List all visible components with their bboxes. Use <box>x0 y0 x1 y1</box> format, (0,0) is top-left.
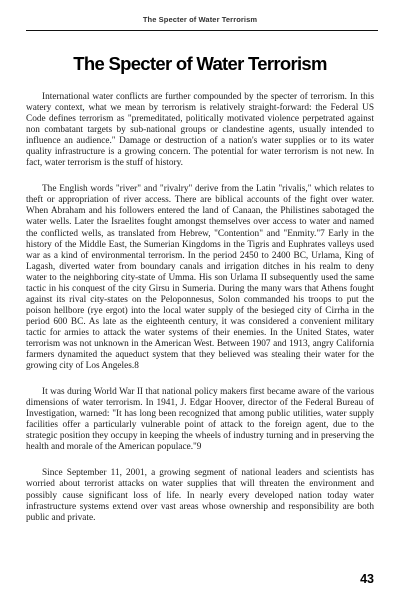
body-text <box>26 92 374 539</box>
paragraph-3: It was during World War II that national policy makers first became aware of the various dimensions of water terrorism. In 1941, J. Edgar Hoover, director of the Federal Bureau of Investigation, warned: "It has long been recognized that among public utilities, water supply facilities offer a particularly vulnerable point of attack to the foreign agent, due to the strategic position they occupy in keeping the wheels of industry turning and in preserving the health and morale of the American populace."9 <box>26 387 374 453</box>
header-rule <box>26 30 378 31</box>
page-number: 43 <box>360 572 374 586</box>
paragraph-2: The English words "river" and "rivalry" derive from the Latin "rivalis," which relates to theft or appropriation of river access. There are biblical accounts of the fight over water. When Abraham and his followers entered the land of Canaan, the Philistines sabotaged the water wells. Later the Israelites fought amongst themselves over access to water and named the conflicted wells, as translated from Hebrew, "Contention" and "Enmity."7 Early in the history of the Middle East, the Sumerian Kingdoms in the Tigris and Euphrates valleys used war as a kind of environmental terrorism. In the period 2450 to 2400 BC, Urlama, King of Lagash, diverted water from boundary canals and irrigation ditches in his realm to deny water to the neighboring city-state of Umma. His son Urlama II subsequently used the same tactic in his conquest of the city Girsu in Sumeria. During the many wars that Athens fought against its rival city-states on the Peloponnesus, Solon commanded his troops to put the poison hellbore (rye ergot) into the local water supply of the besieged city of Cirrha in the period 600 BC. As late as the eighteenth century, it was considered a convenient military tactic for armies to attack the water systems of their enemies. In the United States, water terrorism was not unknown in the American West. Between 1907 and 1913, angry California farmers dynamited the aqueduct system that they believed was stealing their water for the growing city of Los Angeles.8 <box>26 184 374 372</box>
chapter-title: The Specter of Water Terrorism <box>73 53 327 74</box>
paragraph-1: International water conflicts are further compounded by the specter of terrorism. In this watery context, what we mean by terrorism is relatively straight-forward: the Federal US Code defines terrorism as "premeditated, politically motivated violence perpetrated against non combatant targets by sub-national groups or clandestine agents, usually intended to influence an audience." Damage or destruction of a nation's water supplies or to its water quality infrastructure is a growing concern. The potential for water terrorism is not new. In fact, water terrorism is the stuff of history. <box>26 92 374 169</box>
paragraph-4: Since September 11, 2001, a growing segment of national leaders and scientists has worried about terrorist attacks on water supplies that will threaten the environment and possibly cause significant loss of life. In nearly every developed nation today water infrastructure systems extend over vast areas whose ownership and responsibility are both public and private. <box>26 468 374 523</box>
running-head: The Specter of Water Terrorism <box>142 15 258 24</box>
